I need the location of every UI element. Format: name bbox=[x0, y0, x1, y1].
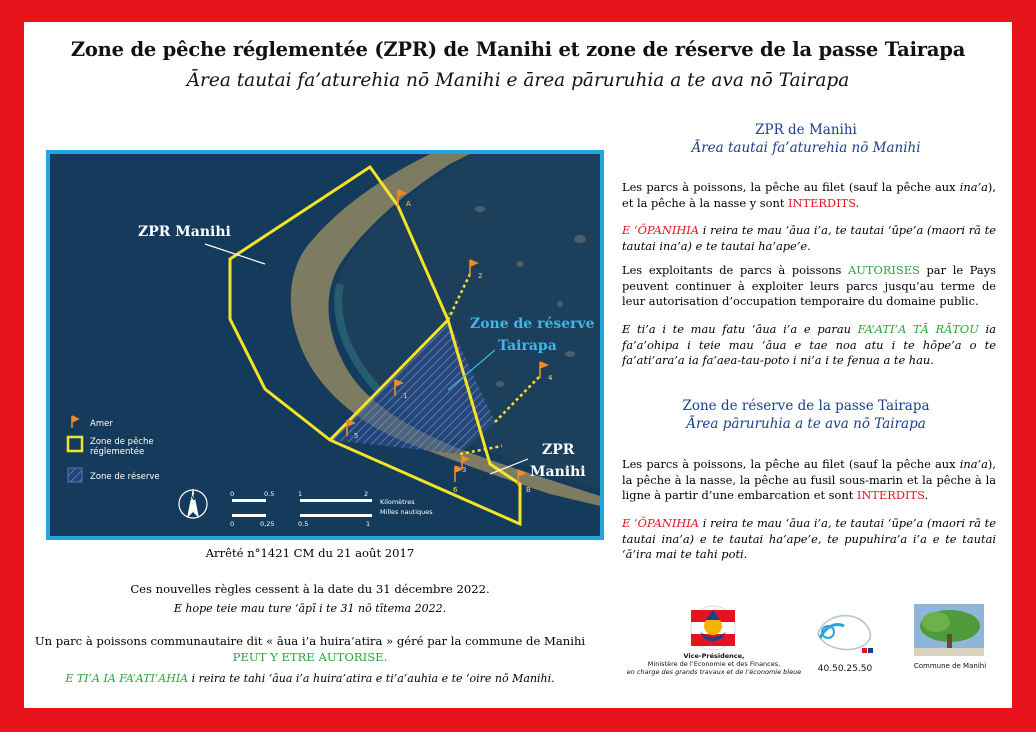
scale-nm-tick: 0,25 bbox=[260, 520, 275, 528]
notice-sheet bbox=[24, 22, 1012, 708]
s1p3-green: AUTORISES bbox=[848, 263, 920, 277]
commune-photo bbox=[914, 604, 984, 656]
legend-reserve-label: Zone de réserve bbox=[90, 472, 160, 482]
page-title: Zone de pêche réglementée (ZPR) de Manihi et zone de réserve de la passe Tairapa bbox=[70, 38, 966, 61]
community-park-authorised: PEUT Y ETRE AUTORISE. bbox=[232, 650, 388, 664]
end-date-ta: E hope teie mau ture ‘āpī i te 31 nō tītema 2022. bbox=[173, 602, 447, 615]
s2p2-rest: i reira te mau ‘āua i’a, te tautai ‘ūpe’a (maori rā te tautai ina’a) e te tautai ha’ape’e, te pupuhira’a i’a e te tautai ‘ā’ira mai te tahi poti. bbox=[622, 516, 996, 562]
section1-title-ta: Ārea tautai fa’aturehia nō Manihi bbox=[691, 140, 921, 156]
section2-title-fr: Zone de réserve de la passe Tairapa bbox=[682, 398, 930, 414]
s2p1b: ), la pêche à la nasse, la pêche au fusil sous-marin et la pêche à la ligne à partir d’une embarcation et sont bbox=[622, 457, 996, 503]
s1p2-red: E ‘ŌPANIHIA bbox=[622, 223, 699, 237]
s1p3b: par le Pays peuvent continuer à exploiter leurs parcs jusqu’au terme de leur autorisation d’occupation temporaire du domaine public. bbox=[622, 263, 997, 309]
map-canvas bbox=[50, 154, 600, 536]
map-label-zpr-manihi: ZPR Manihi bbox=[138, 224, 231, 240]
s1p1a: Les parcs à poissons, la pêche au filet (sauf la pêche aux bbox=[622, 180, 960, 194]
drm-logo bbox=[810, 608, 880, 658]
polynesia-emblem-icon bbox=[676, 602, 750, 654]
section2-rule-fr bbox=[622, 457, 996, 504]
legend-reserve-icon bbox=[68, 468, 82, 482]
section2-rule-ta bbox=[622, 516, 996, 563]
map-label-reserve-2: Tairapa bbox=[498, 338, 557, 354]
legend-amer-label: Amer bbox=[90, 419, 113, 429]
compass-letter: N bbox=[189, 493, 196, 502]
map-label-reserve-1: Zone de réserve bbox=[470, 316, 595, 332]
s2p1a: Les parcs à poissons, la pêche au filet (sauf la pêche aux bbox=[622, 457, 960, 471]
legend-zone-label-1: Zone de pêche bbox=[90, 437, 154, 447]
scale-km-unit: Kilomètres bbox=[380, 498, 415, 506]
community-park-text: Un parc à poissons communautaire dit « āua i’a huira’atira » géré par la commune de Manihi bbox=[34, 634, 586, 648]
s2p1-interdits: INTERDITS bbox=[856, 488, 925, 503]
amer-label-2: 2 bbox=[478, 272, 483, 280]
community-ta-rest: i reira te tahi ‘āua i’a huira’atira e ti’a’auhia e te ‘oire nō Manihi. bbox=[188, 672, 555, 685]
scale-km-tick: 2 bbox=[364, 490, 369, 498]
amer-label-a: A bbox=[406, 200, 411, 208]
s1p4b: ia fa’a’ohipa i teie mau ‘āua e tae noa atu i te hōpe’a o te fa’ati’ara’a ia fa’aea-tau-poto i ni’a i te fenua a te hau. bbox=[622, 322, 996, 368]
scale-km-tick: 0.5 bbox=[264, 490, 275, 498]
scale-nm-tick: 0 bbox=[230, 520, 235, 528]
commune-caption: Commune de Manihi bbox=[913, 662, 987, 670]
map-label-zpr-1: ZPR bbox=[542, 442, 575, 458]
vp-line2: Ministère de l’Economie et des Finances, bbox=[647, 660, 781, 668]
s2p1-ita: ina’a bbox=[959, 457, 988, 471]
s1p2-rest: i reira te mau ‘āua i’a, te tautai ‘ūpe’a (maori rā te tautai ina’a) e te tautai ha’ape’e. bbox=[622, 223, 996, 253]
zone-map bbox=[46, 150, 604, 540]
section1-authorised-ta bbox=[622, 322, 996, 369]
s1p1-interdits: INTERDITS bbox=[788, 195, 856, 210]
amer-label-1: 1 bbox=[403, 392, 408, 400]
s1p1-ita: ina’a bbox=[959, 180, 988, 194]
scale-km-tick: 0 bbox=[230, 490, 235, 498]
s1p4a: E ti’a i te mau fatu ‘āua i’a e parau bbox=[622, 322, 858, 336]
vp-line1: Vice-Présidence, bbox=[683, 652, 745, 660]
map-label-zpr-2: Manihi bbox=[530, 464, 586, 480]
section1-rule-ta bbox=[622, 223, 996, 254]
decree-reference: Arrêté n°1421 CM du 21 août 2017 bbox=[205, 546, 415, 560]
section1-title-fr: ZPR de Manihi bbox=[755, 122, 857, 138]
amer-label-4: 4 bbox=[548, 374, 553, 382]
scale-nm-tick: 1 bbox=[366, 520, 371, 528]
vice-presidence-caption bbox=[624, 652, 804, 676]
scale-nm-unit: Milles nautiques bbox=[380, 508, 433, 516]
legend-zone-label-2: réglementée bbox=[90, 447, 145, 457]
section1-rule-fr bbox=[622, 180, 996, 211]
s2p1-end: . bbox=[924, 488, 929, 503]
amer-label-6: 6 bbox=[453, 486, 458, 494]
section2-title-ta: Ārea pāruruhia a te ava nō Tairapa bbox=[686, 416, 926, 432]
s2p2-red: E ‘ŌPANIHIA bbox=[622, 516, 699, 530]
vp-line3: en charge des grands travaux et de l’économie bleue bbox=[626, 668, 802, 676]
s1p1b: ), et la pêche à la nasse y sont bbox=[622, 180, 996, 210]
end-date-fr: Ces nouvelles règles cessent à la date du 31 décembre 2022. bbox=[130, 582, 490, 596]
community-park-tahitian bbox=[24, 672, 596, 685]
amer-label-5: 5 bbox=[354, 432, 359, 440]
vice-presidence-logo bbox=[676, 602, 750, 654]
s1p4-green: FA’ATI’A TĀ RĀTOU bbox=[857, 322, 979, 336]
s1p1-end: . bbox=[855, 195, 860, 210]
amer-label-3: 3 bbox=[462, 466, 467, 474]
drm-phone: 40.50.25.50 bbox=[817, 664, 873, 674]
amer-label-b: B bbox=[526, 486, 531, 494]
fish-logo-icon bbox=[810, 608, 880, 658]
s1p3a: Les exploitants de parcs à poissons bbox=[622, 263, 849, 277]
scale-nm-tick: 0.5 bbox=[298, 520, 309, 528]
section1-authorised-fr bbox=[622, 263, 996, 310]
scale-km-tick: 1 bbox=[298, 490, 303, 498]
page-title-tahitian: Ārea tautai fa’aturehia nō Manihi e ārea pāruruhia a te ava nō Tairapa bbox=[186, 70, 850, 91]
tree-photo-icon bbox=[914, 604, 984, 656]
community-ta-highlight: E TI’A IA FA’ATI’AHIA bbox=[65, 672, 189, 685]
